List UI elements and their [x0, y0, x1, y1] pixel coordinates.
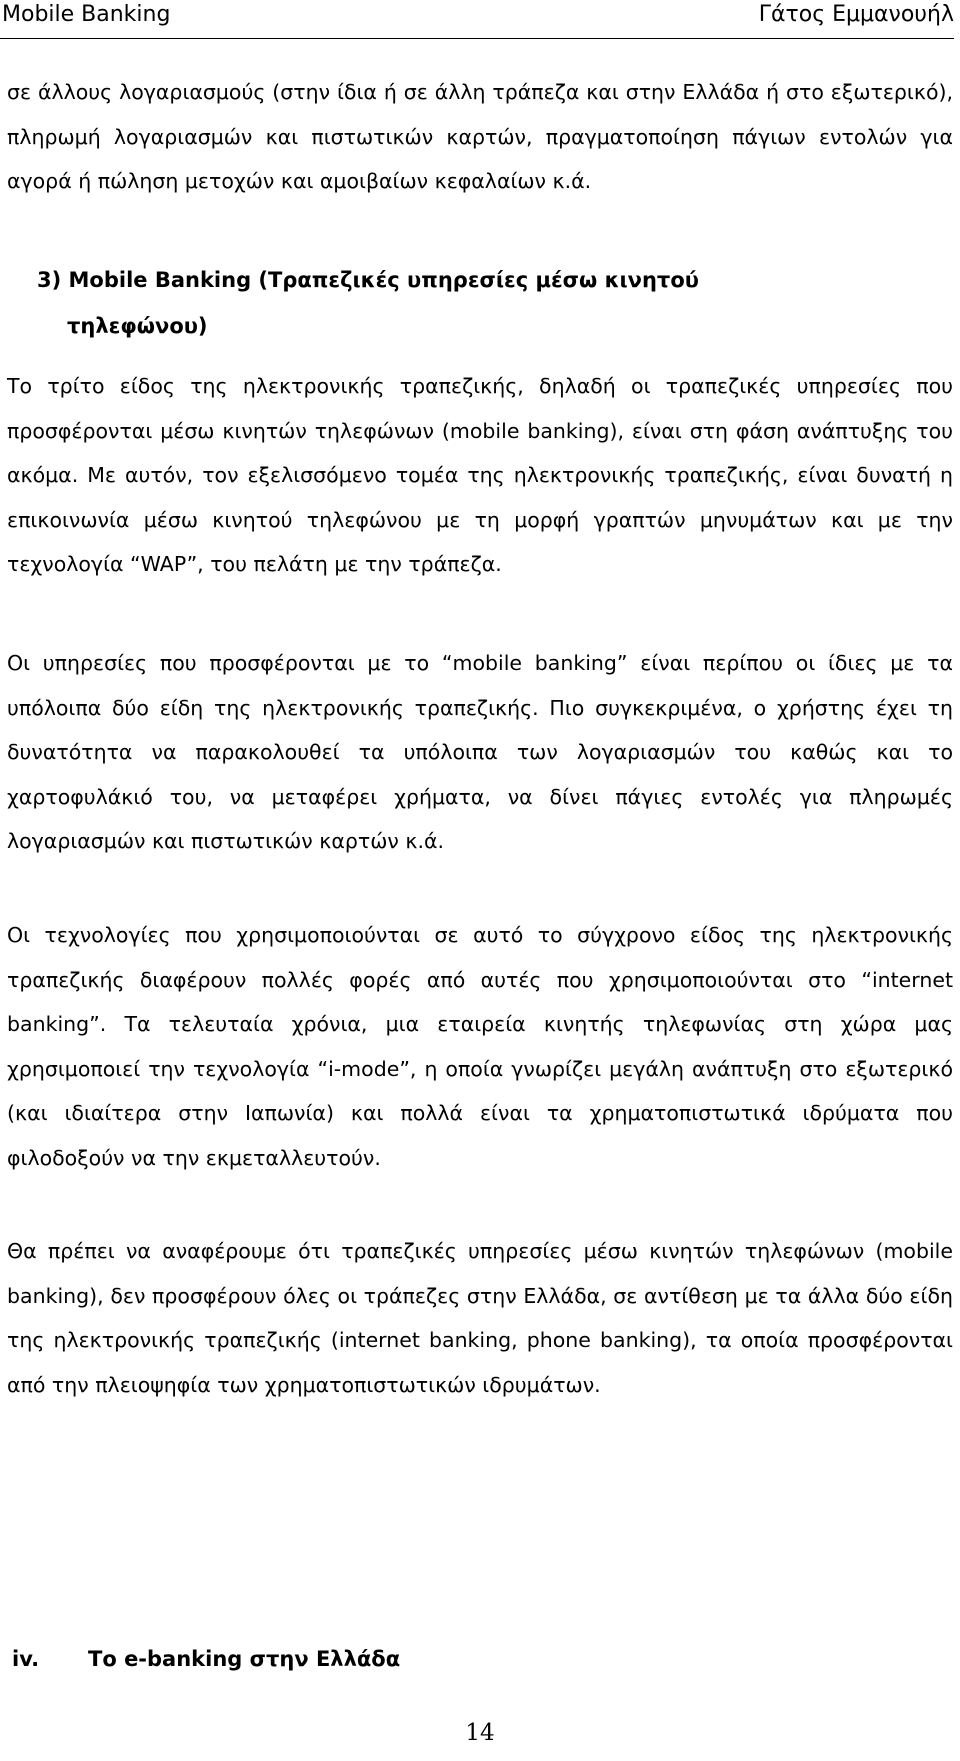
page-header: [0, 0, 954, 39]
subsection-title: Το e-banking στην Ελλάδα: [88, 1647, 401, 1671]
page-number: 14: [465, 1720, 495, 1746]
subsection-number: iv.: [12, 1647, 40, 1671]
header-title: Mobile Banking: [2, 2, 171, 27]
subsection-heading: [12, 1644, 400, 1674]
paragraph-availability: Θα πρέπει να αναφέρουμε ότι τραπεζικές υπηρεσίες μέσω κινητών τηλεφώνων (mobile banking), δεν προσφέρουν όλες οι τράπεζες στην Ελλάδα, σε αντίθεση με τα άλλα δύο είδη της ηλεκτρονικής τραπεζικής (internet banking, phone banking), τα οποία προσφέρονται από την πλειοψηφία των χρηματοπιστωτικών ιδρυμάτων.: [7, 1239, 953, 1397]
section-heading: [37, 257, 917, 349]
paragraph-mobile-banking-intro: Το τρίτο είδος της ηλεκτρονικής τραπεζικής, δηλαδή οι τραπεζικές υπηρεσίες που προσφέρονται μέσω κινητών τηλεφώνων (mobile banking), είναι στη φάση ανάπτυξης του ακόμα. Με αυτόν, τον εξελισσόμενο τομέα της ηλεκτρονικής τραπεζικής, είναι δυνατή η επικοινωνία μέσω κινητού τηλεφώνου με τη μορφή γραπτών μηνυμάτων και με την τεχνολογία “WAP”, του πελάτη με την τράπεζα.: [7, 374, 953, 576]
section-heading-line2: τηλεφώνου): [67, 314, 208, 338]
paragraph-intro-continuation: σε άλλους λογαριασμούς (στην ίδια ή σε άλλη τράπεζα και στην Ελλάδα ή στο εξωτερικό), πληρωμή λογαριασμών και πιστωτικών καρτών, πραγματοποίηση πάγιων εντολών για αγορά ή πώληση μετοχών και αμοιβαίων κεφαλαίων κ.ά.: [7, 80, 953, 193]
header-author: Γάτος Εμμανουήλ: [758, 2, 954, 27]
paragraph-services: Οι υπηρεσίες που προσφέρονται με το “mobile banking” είναι περίπου οι ίδιες με τα υπόλοιπα δύο είδη της ηλεκτρονικής τραπεζικής. Πιο συγκεκριμένα, ο χρήστης έχει τη δυνατότητα να παρακολουθεί τα υπόλοιπα των λογαριασμών του καθώς και το χαρτοφυλάκιό του, να μεταφέρει χρήματα, να δίνει πάγιες εντολές για πληρωμές λογαριασμών και πιστωτικών καρτών κ.ά.: [7, 651, 953, 853]
section-heading-line1: 3) Mobile Banking (Τραπεζικές υπηρεσίες μέσω κινητού: [37, 268, 699, 292]
paragraph-technologies: Οι τεχνολογίες που χρησιμοποιούνται σε αυτό το σύγχρονο είδος της ηλεκτρονικής τραπεζικής διαφέρουν πολλές φορές από αυτές που χρησιμοποιούνται στο “internet banking”. Τα τελευταία χρόνια, μια εταιρεία κινητής τηλεφωνίας στη χώρα μας χρησιμοποιεί την τεχνολογία “i-mode”, η οποία γνωρίζει μεγάλη ανάπτυξη στο εξωτερικό (και ιδιαίτερα στην Ιαπωνία) και πολλά είναι τα χρηματοπιστωτικά ιδρύματα που φιλοδοξούν να την εκμεταλλευτούν.: [7, 923, 953, 1170]
